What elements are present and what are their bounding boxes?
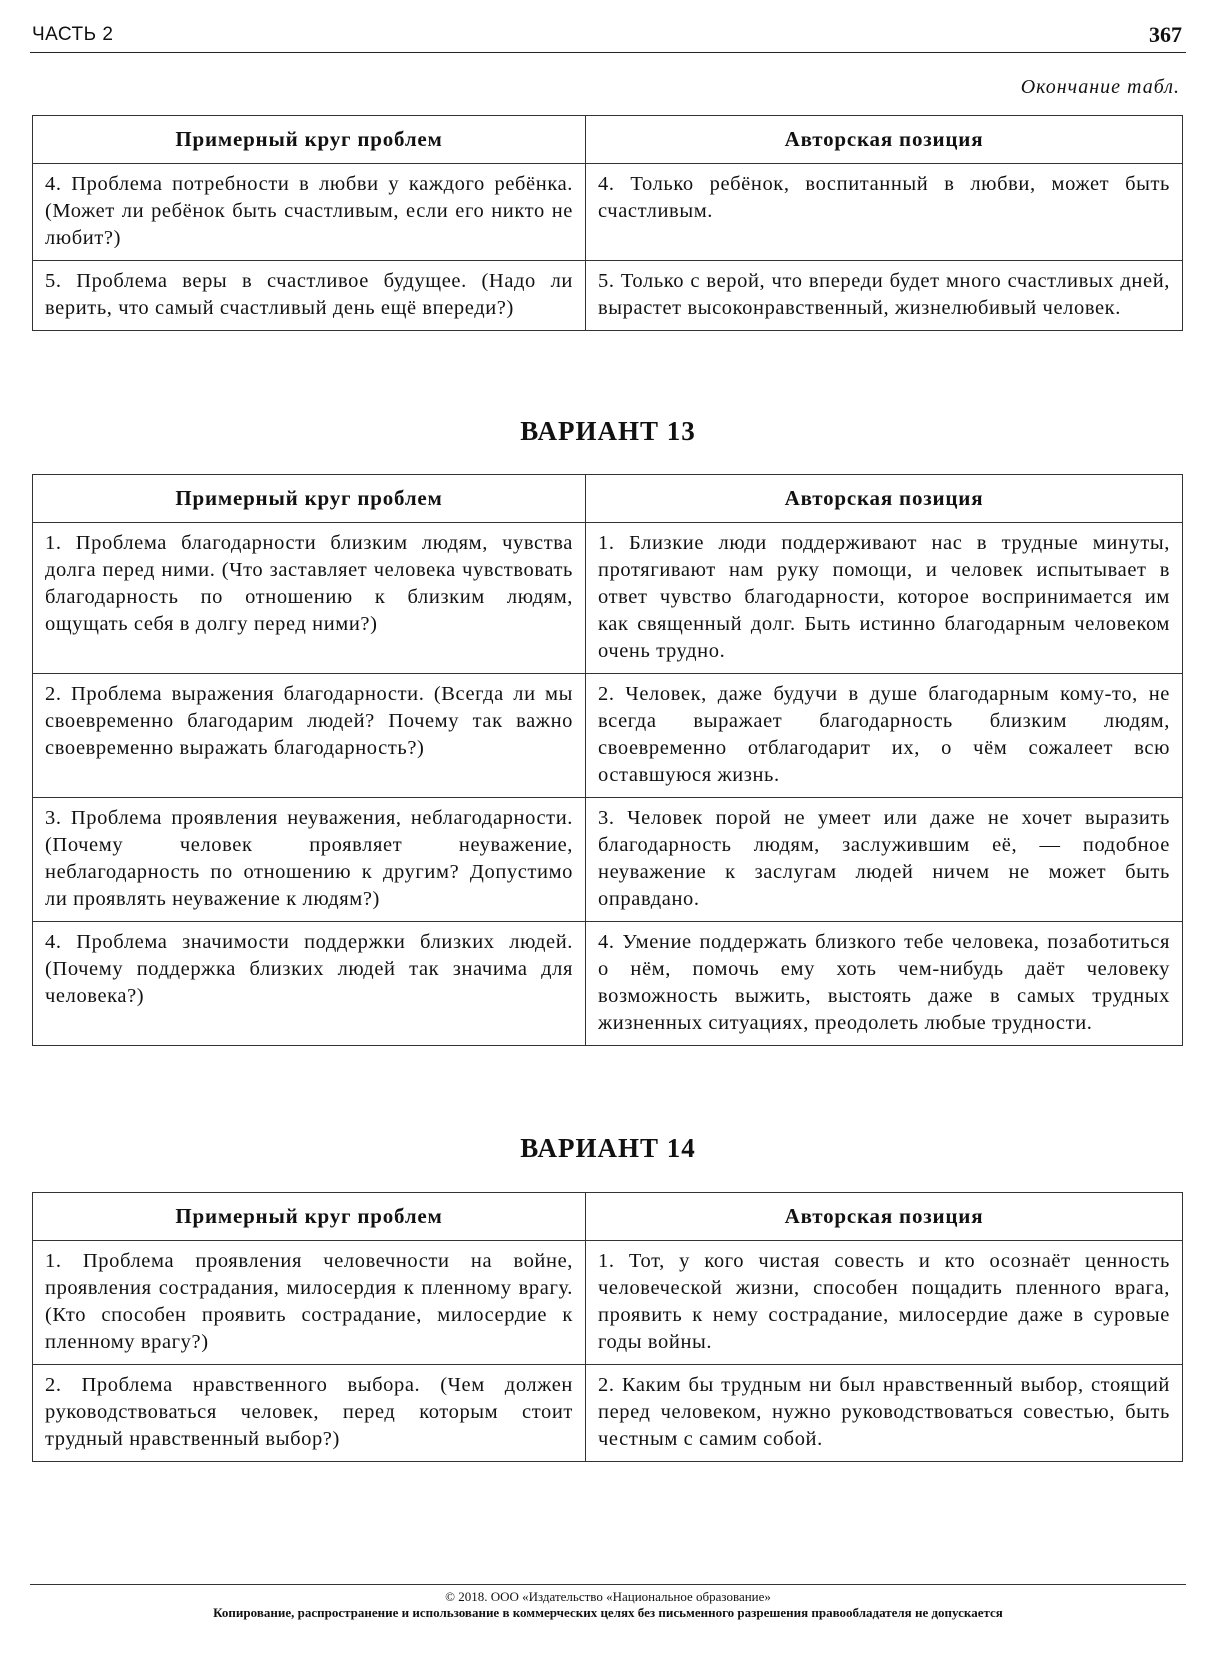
running-header <box>30 18 1186 53</box>
problem-cell: 4. Проблема потребности в любви у каждого ребёнка. (Может ли ребёнок быть счастливым, если его никто не любит?) <box>33 164 586 261</box>
continuation-note: Окончание табл. <box>1020 76 1180 98</box>
table-variant-14 <box>32 1192 1183 1462</box>
column-header-problems: Примерный круг проблем <box>33 1193 586 1241</box>
table-header-row <box>33 1193 1183 1241</box>
table-row <box>33 1241 1183 1365</box>
position-cell: 2. Каким бы трудным ни был нравственный выбор, стоящий перед человеком, нужно руководствоваться совестью, быть честным с самим собой. <box>586 1365 1183 1462</box>
variant-13-title: ВАРИАНТ 13 <box>520 416 696 446</box>
table-variant-13 <box>32 474 1183 1046</box>
table-row <box>33 164 1183 261</box>
variant-14-title: ВАРИАНТ 14 <box>520 1133 696 1163</box>
column-header-problems: Примерный круг проблем <box>33 116 586 164</box>
problem-cell: 2. Проблема нравственного выбора. (Чем должен руководствоваться человек, перед которым стоит трудный нравственный выбор?) <box>33 1365 586 1462</box>
copyright-notice: Копирование, распространение и использование в коммерческих целях без письменного разрешения правообладателя не допускается <box>213 1605 1003 1620</box>
table-row <box>33 1365 1183 1462</box>
part-label: ЧАСТЬ 2 <box>32 24 114 45</box>
problem-cell: 2. Проблема выражения благодарности. (Всегда ли мы своевременно благодарим людей? Почему так важно своевременно выражать благодарность?) <box>33 674 586 798</box>
table-row <box>33 798 1183 922</box>
table-row <box>33 523 1183 674</box>
position-cell: 4. Умение поддержать близкого тебе человека, позаботиться о нём, помочь ему хоть чем-нибудь даёт человеку возможность выжить, выстоять даже в самых трудных жизненных ситуациях, преодолеть любые трудности. <box>586 922 1183 1046</box>
position-cell: 2. Человек, даже будучи в душе благодарным кому-то, не всегда выражает благодарность близким людям, своевременно отблагодарит их, о чём сожалеет всю оставшуюся жизнь. <box>586 674 1183 798</box>
position-cell: 1. Близкие люди поддерживают нас в трудные минуты, протягивают нам руку помощи, и человек испытывает в ответ чувство благодарности, которое воспринимается им как священный долг. Быть истинно благодарным человеком очень трудно. <box>586 523 1183 674</box>
column-header-position: Авторская позиция <box>586 116 1183 164</box>
table-continuation <box>32 115 1183 331</box>
copyright-line: © 2018. ООО «Издательство «Национальное образование» <box>445 1589 771 1604</box>
table-header-row <box>33 475 1183 523</box>
table-row <box>33 261 1183 331</box>
position-cell: 4. Только ребёнок, воспитанный в любви, может быть счастливым. <box>586 164 1183 261</box>
table-row <box>33 922 1183 1046</box>
position-cell: 1. Тот, у кого чистая совесть и кто осознаёт ценность человеческой жизни, способен пощадить пленного врага, проявить к нему сострадание, милосердие даже в суровые годы войны. <box>586 1241 1183 1365</box>
column-header-position: Авторская позиция <box>586 475 1183 523</box>
column-header-position: Авторская позиция <box>586 1193 1183 1241</box>
position-cell: 3. Человек порой не умеет или даже не хочет выразить благодарность людям, заслужившим её, — подобное неуважение к заслугам людей ничем не может быть оправдано. <box>586 798 1183 922</box>
column-header-problems: Примерный круг проблем <box>33 475 586 523</box>
table-row <box>33 674 1183 798</box>
copyright-footer <box>30 1584 1186 1621</box>
table-header-row <box>33 116 1183 164</box>
problem-cell: 5. Проблема веры в счастливое будущее. (Надо ли верить, что самый счастливый день ещё впереди?) <box>33 261 586 331</box>
problem-cell: 4. Проблема значимости поддержки близких людей. (Почему поддержка близких людей так значима для человека?) <box>33 922 586 1046</box>
page-number: 367 <box>1149 22 1182 47</box>
problem-cell: 1. Проблема проявления человечности на войне, проявления сострадания, милосердия к пленному врагу. (Кто способен проявить сострадание, милосердие к пленному врагу?) <box>33 1241 586 1365</box>
position-cell: 5. Только с верой, что впереди будет много счастливых дней, вырастет высоконравственный, жизнелюбивый человек. <box>586 261 1183 331</box>
problem-cell: 3. Проблема проявления неуважения, неблагодарности. (Почему человек проявляет неуважение, неблагодарность по отношению к другим? Допустимо ли проявлять неуважение к людям?) <box>33 798 586 922</box>
problem-cell: 1. Проблема благодарности близким людям, чувства долга перед ними. (Что заставляет человека чувствовать благодарность по отношению к близким людям, ощущать себя в долгу перед ними?) <box>33 523 586 674</box>
